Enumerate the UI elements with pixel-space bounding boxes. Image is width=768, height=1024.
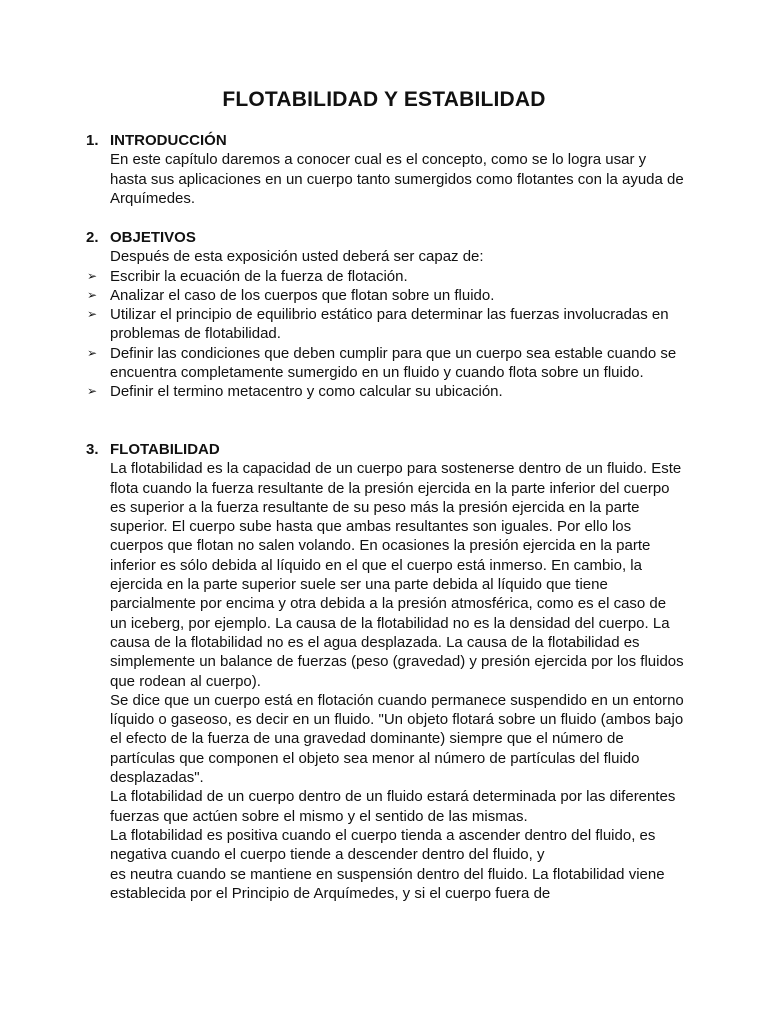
list-item-text: Definir el termino metacentro y como calcular su ubicación.: [110, 383, 503, 401]
list-item: [86, 382, 686, 401]
section-heading-text: OBJETIVOS: [110, 229, 196, 246]
section-heading: [86, 440, 686, 459]
list-item-text: Utilizar el principio de equilibrio estático para determinar las fuerzas involucradas en problemas de flotabilidad.: [110, 306, 669, 343]
section-heading-text: FLOTABILIDAD: [110, 441, 220, 458]
section-paragraph: es neutra cuando se mantiene en suspensión dentro del fluido. La flotabilidad viene establecida por el Principio de Arquímedes, y si el cuerpo fuera de: [110, 865, 665, 902]
section-heading: [86, 228, 686, 247]
section-number: 3.: [86, 441, 99, 458]
section-heading-text: INTRODUCCIÓN: [110, 132, 227, 149]
arrow-bullet-icon: ➢: [87, 345, 98, 360]
section-paragraph: Se dice que un cuerpo está en flotación cuando permanece suspendido en un entorno líquido o gaseoso, es decir en un fluido. "Un objeto flotará sobre un fluido (ambos bajo el efecto de la fuerza de una gravedad dominante) siempre que el número de partículas que componen el objeto sea menor al número de partículas del fluido desplazadas".: [110, 691, 684, 787]
list-item: [86, 286, 686, 305]
list-item-text: Analizar el caso de los cuerpos que flotan sobre un fluido.: [110, 286, 495, 304]
section-objetivos: [86, 228, 686, 402]
list-item: [86, 305, 686, 344]
section-heading: [86, 131, 686, 150]
section-paragraph: La flotabilidad de un cuerpo dentro de un fluido estará determinada por las diferentes fuerzas que actúen sobre el mismo y el sentido de las mismas.: [110, 788, 676, 825]
section-paragraph: La flotabilidad es la capacidad de un cuerpo para sostenerse dentro de un fluido. Este flota cuando la fuerza resultante de la presión ejercida en la parte inferior del cuerpo es superior a la fuerza resultante de su peso más la presión ejercida en la parte superior. El cuerpo sube hasta que ambas resultantes son iguales. Por ello los cuerpos que flotan no salen volando. En ocasiones la presión ejercida en la parte inferior es sólo debida al líquido en el que el cuerpo está inmerso. En cambio, la ejercida en la parte superior suele ser una parte debida al líquido que tiene parcialmente por encima y otra debida a la presión atmosférica, como es el caso de un iceberg, por ejemplo. La causa de la flotabilidad no es la densidad del cuerpo. La causa de la flotabilidad no es el agua desplazada. La causa de la flotabilidad es simplemente un balance de fuerzas (peso (gravedad) y presión ejercida por los fluidos que rodean al cuerpo).: [110, 460, 684, 690]
list-item: [86, 344, 686, 383]
list-item-text: Escribir la ecuación de la fuerza de flotación.: [110, 267, 408, 285]
section-paragraph: En este capítulo daremos a conocer cual es el concepto, como se lo logra usar y hasta sus aplicaciones en un cuerpo tanto sumergidos como flotantes con la ayuda de Arquímedes.: [110, 151, 684, 207]
arrow-bullet-icon: ➢: [87, 287, 98, 302]
section-flotabilidad: [86, 440, 686, 903]
section-number: 2.: [86, 229, 99, 246]
objectives-list: [86, 267, 686, 402]
list-item-text: Definir las condiciones que deben cumplir para que un cuerpo sea estable cuando se encuentra completamente sumergido en un fluido y cuando flota sobre un fluido.: [110, 344, 677, 382]
section-number: 1.: [86, 132, 99, 149]
list-item: [86, 267, 686, 286]
arrow-bullet-icon: ➢: [87, 307, 98, 322]
document-title: FLOTABILIDAD Y ESTABILIDAD: [222, 88, 546, 111]
arrow-bullet-icon: ➢: [87, 268, 98, 283]
section-paragraph: La flotabilidad es positiva cuando el cuerpo tienda a ascender dentro del fluido, es negativa cuando el cuerpo tiende a descender dentro del fluido, y: [110, 826, 656, 864]
section-introduccion: [86, 131, 686, 208]
arrow-bullet-icon: ➢: [87, 384, 98, 399]
objectives-intro: Después de esta exposición usted deberá ser capaz de:: [110, 248, 484, 266]
